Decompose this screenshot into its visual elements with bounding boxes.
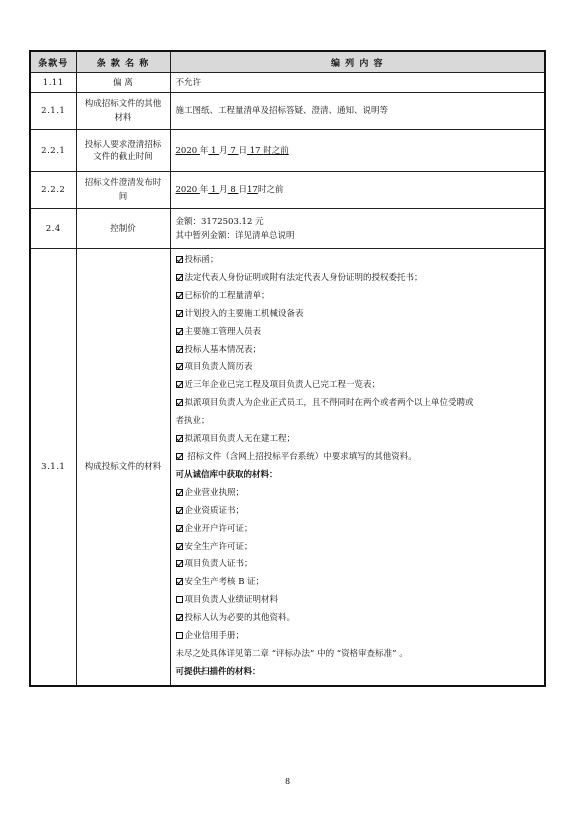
- list-item: [176, 395, 540, 413]
- month-unit: 月: [219, 185, 228, 195]
- table-header-row: [30, 51, 545, 73]
- list-item: [176, 324, 540, 342]
- list-item-text: 项目负责人业绩证明材料: [184, 595, 279, 606]
- clause-content: 不允许: [170, 73, 545, 93]
- list-item-text: 投标人基本情况表；: [184, 344, 262, 355]
- list-item-text: 未尽之处具体详见第二章 “评标办法” 中的 “资格审查标准” 。: [175, 648, 408, 659]
- clause-content: 施工图纸、工程量清单及招标答疑、澄清、通知、说明等: [170, 93, 545, 130]
- list-item: [176, 610, 540, 628]
- header-clause-name: 条 款 名 称: [76, 51, 170, 73]
- list-item: [176, 306, 540, 324]
- list-item: [176, 521, 540, 539]
- checked-checkbox-icon[interactable]: [176, 346, 183, 353]
- list-item-text: 近三年企业已完工程及项目负责人已完工程一览表；: [184, 380, 381, 391]
- day-value: 8: [227, 185, 239, 195]
- checked-checkbox-icon[interactable]: [176, 578, 183, 585]
- checked-checkbox-icon[interactable]: [176, 399, 183, 406]
- table-row: [30, 172, 545, 209]
- list-item: [176, 592, 540, 610]
- clause-name: 偏 离: [76, 73, 170, 93]
- clause-name: 控制价: [76, 209, 170, 249]
- clause-number: 2.4: [30, 209, 76, 249]
- clause-content: [170, 130, 545, 172]
- year-value: 2020: [175, 185, 200, 195]
- clause-number: 2.2.2: [30, 172, 76, 209]
- checked-checkbox-icon[interactable]: [176, 614, 183, 621]
- day-value: 7: [227, 145, 239, 156]
- list-item: [176, 288, 540, 306]
- list-item-text: 拟派项目负责人为企业正式员工，且不得同时在两个或者两个以上单位受聘或: [184, 398, 474, 409]
- clause-name: 构成投标文件的材料: [76, 249, 170, 686]
- clause-content: [170, 172, 545, 209]
- checked-checkbox-icon[interactable]: [176, 525, 183, 532]
- year-unit: 年: [199, 185, 209, 195]
- materials-list: [170, 249, 545, 686]
- list-item-text: 招标文件（含网上招投标平台系统）中要求填写的其他资料。: [184, 451, 417, 462]
- list-item: [176, 342, 540, 360]
- list-item: [176, 628, 540, 646]
- checked-checkbox-icon[interactable]: [176, 543, 183, 550]
- hour-value: 17: [247, 145, 264, 156]
- list-item-text: 项目负责人证书；: [184, 559, 253, 570]
- list-item-text: 企业信用手册；: [184, 631, 245, 642]
- checked-checkbox-icon[interactable]: [176, 489, 183, 496]
- checked-checkbox-icon[interactable]: [176, 328, 183, 335]
- list-item: [176, 449, 540, 467]
- checked-checkbox-icon[interactable]: [176, 560, 183, 567]
- list-item-text: 主要施工管理人员表: [184, 326, 262, 337]
- list-item: [176, 413, 540, 431]
- list-item: [176, 503, 540, 521]
- checked-checkbox-icon[interactable]: [176, 310, 183, 317]
- list-item-text: 可从诚信库中获取的材料：: [175, 469, 278, 480]
- list-item-text: 企业资质证书；: [184, 505, 245, 516]
- page-number: 8: [284, 777, 291, 786]
- list-item-text: 投标函；: [184, 255, 219, 265]
- clause-number: 1.11: [30, 73, 76, 93]
- bid-terms-table: [29, 50, 546, 687]
- table-row: [30, 209, 545, 249]
- list-item: [176, 539, 540, 557]
- table-row: [30, 249, 545, 686]
- list-item-text: 项目负责人简历表: [184, 362, 253, 373]
- deadline-tail: 时之前: [263, 145, 289, 156]
- checked-checkbox-icon[interactable]: [176, 256, 183, 263]
- list-item: [176, 359, 540, 377]
- list-item-text: 投标人认为必要的其他资料。: [184, 613, 296, 624]
- section-heading: [176, 467, 540, 485]
- provisional-sum: 其中暂列金额：详见清单总说明: [175, 230, 295, 241]
- clause-name: 构成招标文件的其他材料: [76, 93, 170, 130]
- year-unit: 年: [199, 145, 209, 156]
- checked-checkbox-icon[interactable]: [176, 381, 183, 388]
- unchecked-checkbox-icon[interactable]: [176, 596, 183, 603]
- header-clause-no: 条款号: [30, 51, 76, 73]
- month-value: 1: [208, 145, 220, 156]
- checked-checkbox-icon[interactable]: [176, 507, 183, 514]
- list-item: [176, 252, 540, 270]
- section-heading: [176, 664, 540, 682]
- list-item-text: 企业营业执照；: [184, 487, 245, 498]
- list-item-text: 已标价的工程量清单；: [184, 290, 270, 301]
- checked-checkbox-icon[interactable]: [176, 435, 183, 442]
- table-row: [30, 73, 545, 93]
- list-item-text: 法定代表人身份证明或附有法定代表人身份证明的授权委托书；: [184, 272, 423, 283]
- clause-content: [170, 209, 545, 249]
- unchecked-checkbox-icon[interactable]: [176, 632, 183, 639]
- list-item-text: 计划投入的主要施工机械设备表: [184, 308, 304, 319]
- list-item-text: 企业开户许可证；: [184, 523, 253, 534]
- deadline-tail: 时之前: [257, 185, 284, 195]
- hour-value: 17: [247, 185, 258, 195]
- clause-number: 3.1.1: [30, 249, 76, 686]
- list-item-text: 安全生产考核 B 证；: [184, 577, 265, 588]
- year-value: 2020: [175, 145, 200, 156]
- day-unit: 日: [238, 145, 248, 156]
- clause-name: 投标人要求澄清招标文件的截止时间: [76, 130, 170, 172]
- list-item: [176, 431, 540, 449]
- list-item-text: 可提供扫描件的材料：: [175, 666, 261, 677]
- list-item: [176, 646, 540, 664]
- checked-checkbox-icon[interactable]: [176, 453, 183, 460]
- document-page: [29, 50, 544, 687]
- list-item: [176, 485, 540, 503]
- checked-checkbox-icon[interactable]: [176, 363, 183, 370]
- checked-checkbox-icon[interactable]: [176, 292, 183, 299]
- clause-number: 2.2.1: [30, 130, 76, 172]
- table-row: [30, 130, 545, 172]
- list-item-text: 拟派项目负责人无在建工程；: [184, 434, 296, 445]
- month-unit: 月: [219, 145, 228, 156]
- clause-name: 招标文件澄清发布时间: [76, 172, 170, 209]
- checked-checkbox-icon[interactable]: [176, 274, 183, 281]
- day-unit: 日: [238, 185, 248, 195]
- clause-number: 2.1.1: [30, 93, 76, 130]
- list-item: [176, 556, 540, 574]
- list-item: [176, 377, 540, 395]
- list-item-text: 者执业；: [175, 416, 210, 427]
- header-content: 编 列 内 容: [170, 51, 545, 73]
- control-price-amount: 金额：3172503.12 元: [175, 216, 264, 227]
- table-row: [30, 93, 545, 130]
- list-item-text: 安全生产许可证；: [184, 541, 253, 552]
- month-value: 1: [208, 185, 220, 195]
- list-item: [176, 574, 540, 592]
- list-item: [176, 270, 540, 288]
